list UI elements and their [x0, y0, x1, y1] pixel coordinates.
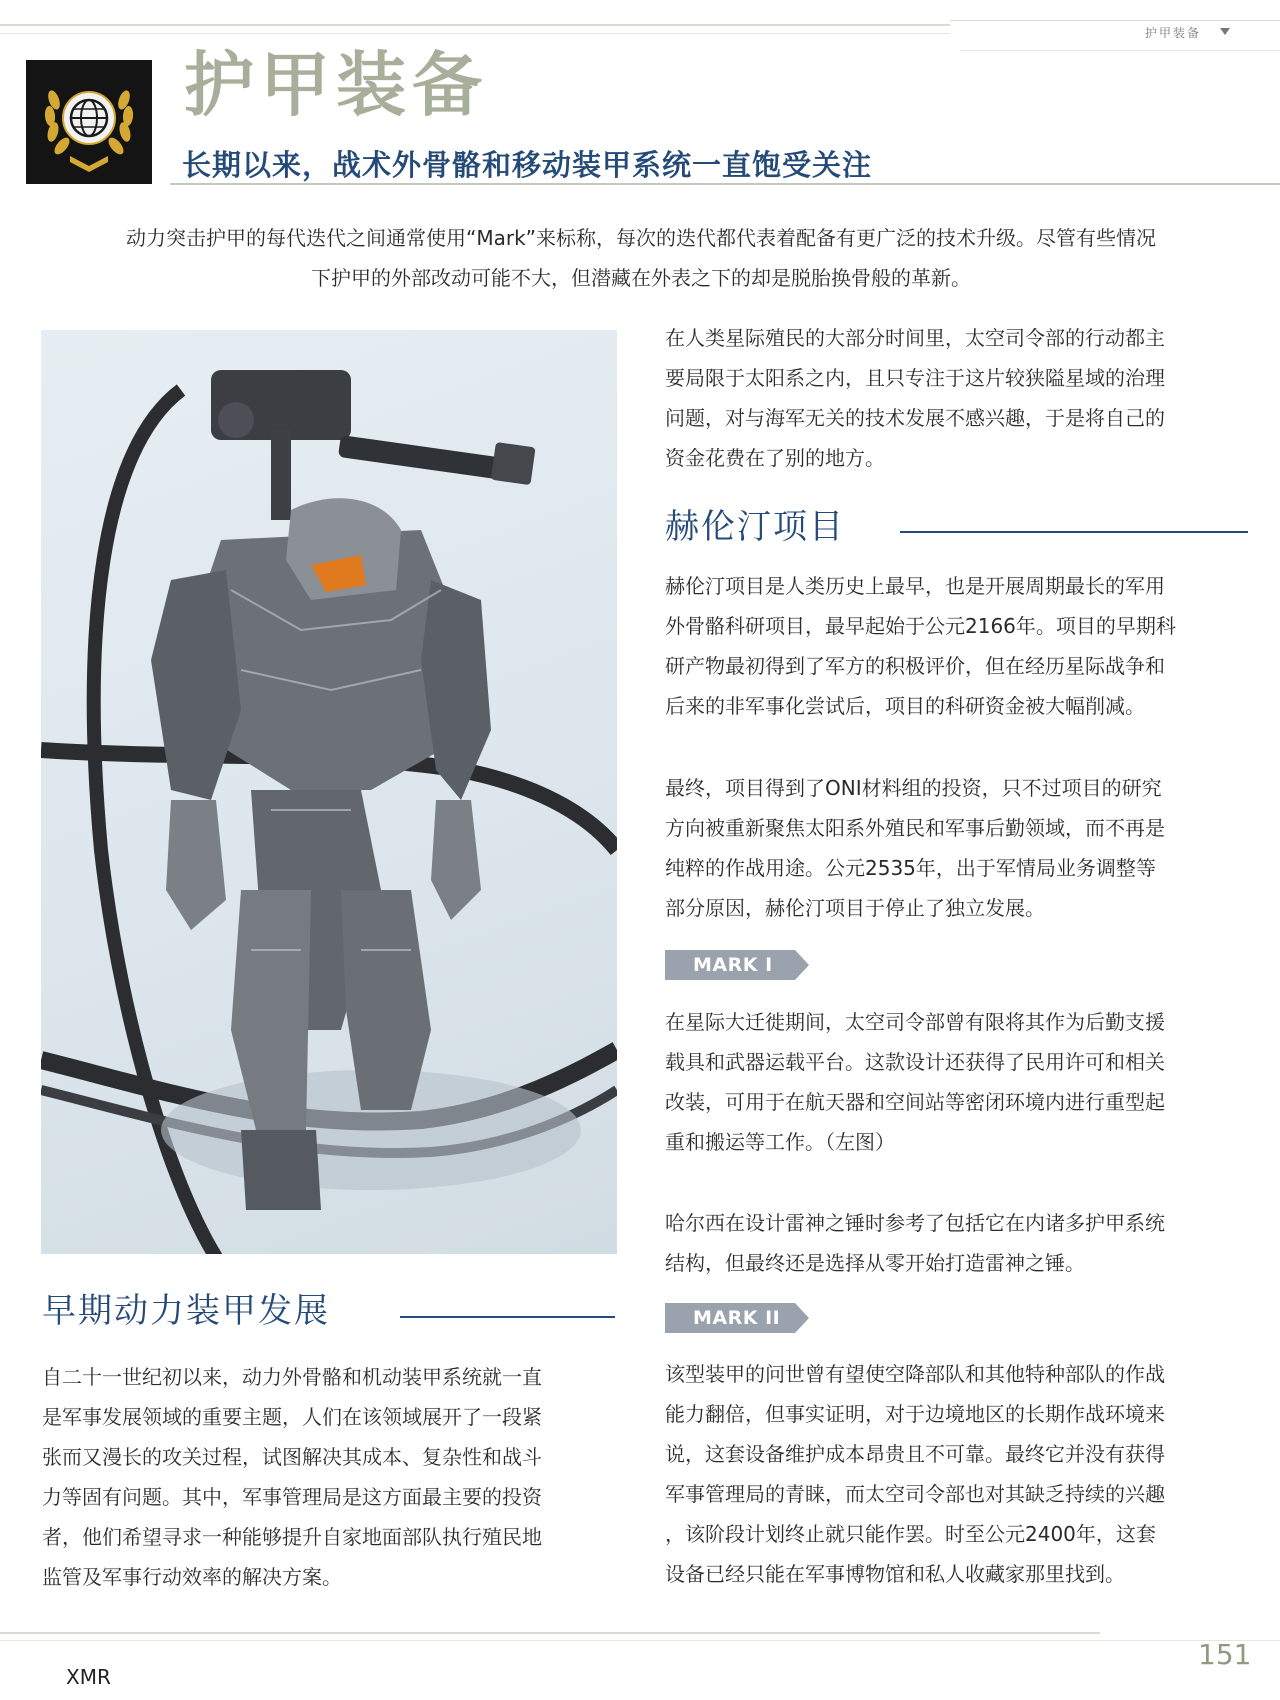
- page-number: 151: [1198, 1638, 1252, 1671]
- paragraph-line: 能力翻倍，但事实证明，对于边境地区的长期作战环境来: [665, 1402, 1165, 1426]
- herrenteen-paragraph-2: [665, 768, 1255, 928]
- paragraph-line: 外骨骼科研项目，最早起始于公元2166年。项目的早期科: [665, 614, 1176, 638]
- mark-1-paragraph-2: [665, 1203, 1255, 1283]
- paragraph-line: 要局限于太阳系之内，且只专注于这片较狭隘星域的治理: [665, 366, 1165, 390]
- mark-1-paragraph-1: [665, 1002, 1255, 1162]
- badge-arrow-tip: [795, 950, 809, 980]
- paragraph-line: 改装，可用于在航天器和空间站等密闭环境内进行重型起: [665, 1090, 1165, 1114]
- mark-2-paragraph: [665, 1354, 1255, 1594]
- paragraph-line: 说，这套设备维护成本昂贵且不可靠。最终它并没有获得: [665, 1442, 1165, 1466]
- paragraph-line: 在人类星际殖民的大部分时间里，太空司令部的行动都主: [665, 326, 1165, 350]
- paragraph-line: ，该阶段计划终止就只能作罢。时至公元2400年，这套: [665, 1522, 1156, 1546]
- paragraph-line: 载具和武器运载平台。这款设计还获得了民用许可和相关: [665, 1050, 1165, 1074]
- triangle-down-icon: [1220, 28, 1230, 35]
- paragraph-line: 监管及军事行动效率的解决方案。: [42, 1565, 342, 1589]
- intro-line: 动力突击护甲的每代迭代之间通常使用“Mark”来标称，每次的迭代都代表着配备有更广泛的技术升级。尽管有些情况: [125, 226, 1157, 250]
- section-heading-rule: [900, 531, 1248, 533]
- paragraph-line: 在星际大迁徙期间，太空司令部曾有限将其作为后勤支援: [665, 1010, 1165, 1034]
- paragraph-line: 资金花费在了别的地方。: [665, 446, 885, 470]
- header-tab-rule: [950, 20, 1280, 21]
- intro-line: 下护甲的外部改动可能不大，但潜藏在外表之下的却是脱胎换骨般的革新。: [311, 266, 971, 290]
- footer-rule-right: [1100, 1640, 1280, 1641]
- paragraph-line: 重和搬运等工作。（左图）: [665, 1130, 895, 1154]
- mark-2-label: MARK II: [665, 1303, 795, 1333]
- paragraph-line: 者，他们希望寻求一种能够提升自家地面部队执行殖民地: [42, 1525, 542, 1549]
- paragraph-line: 力等固有问题。其中，军事管理局是这方面最主要的投资: [42, 1485, 542, 1509]
- header-tab-rule-lower: [960, 50, 1280, 51]
- running-header: 护甲装备: [1145, 26, 1202, 40]
- mark-1-label: MARK I: [665, 950, 795, 980]
- early-armor-paragraph: [42, 1357, 622, 1597]
- paragraph-line: 纯粹的作战用途。公元2535年，出于军情局业务调整等: [665, 856, 1156, 880]
- paragraph-line: 设备已经只能在军事博物馆和私人收藏家那里找到。: [665, 1562, 1125, 1586]
- subtitle-rule: [170, 183, 1280, 185]
- mark-2-badge: [665, 1303, 809, 1333]
- section-heading-herrenteen: 赫伦汀项目: [665, 507, 845, 547]
- page-subtitle: 长期以来，战术外骨骼和移动装甲系统一直饱受关注: [182, 148, 873, 182]
- paragraph-line: 自二十一世纪初以来，动力外骨骼和机动装甲系统就一直: [42, 1365, 542, 1389]
- globe-laurel-emblem-icon: [26, 60, 152, 184]
- paragraph-line: 研产物最初得到了军方的积极评价，但在经历星际战争和: [665, 654, 1165, 678]
- paragraph-line: 哈尔西在设计雷神之锤时参考了包括它在内诸多护甲系统: [665, 1211, 1165, 1235]
- header-rule: [0, 24, 950, 26]
- intro-paragraph: [30, 218, 1252, 298]
- paragraph-line: 军事管理局的青睐，而太空司令部也对其缺乏持续的兴趣: [665, 1482, 1165, 1506]
- publisher-mark: XMR: [66, 1665, 111, 1689]
- paragraph-line: 是军事发展领域的重要主题，人们在该领域展开了一段紧: [42, 1405, 542, 1429]
- page-title: 护甲装备: [184, 43, 488, 126]
- herrenteen-paragraph-1: [665, 566, 1255, 726]
- paragraph-line: 部分原因，赫伦汀项目于停止了独立发展。: [665, 896, 1045, 920]
- armor-illustration: [41, 330, 617, 1254]
- paragraph-line: 赫伦汀项目是人类历史上最早，也是开展周期最长的军用: [665, 574, 1165, 598]
- section-heading-rule: [400, 1316, 615, 1318]
- paragraph-line: 问题，对与海军无关的技术发展不感兴趣，于是将自己的: [665, 406, 1165, 430]
- opening-paragraph: [665, 318, 1255, 478]
- paragraph-line: 方向被重新聚焦太阳系外殖民和军事后勤领域，而不再是: [665, 816, 1165, 840]
- paragraph-line: 该型装甲的问世曾有望使空降部队和其他特种部队的作战: [665, 1362, 1165, 1386]
- section-heading-early-armor: 早期动力装甲发展: [42, 1291, 330, 1331]
- header-rule-thin: [0, 33, 950, 34]
- badge-arrow-tip: [795, 1303, 809, 1333]
- paragraph-line: 后来的非军事化尝试后，项目的科研资金被大幅削减。: [665, 694, 1145, 718]
- mark-1-badge: [665, 950, 809, 980]
- paragraph-line: 结构，但最终还是选择从零开始打造雷神之锤。: [665, 1251, 1085, 1275]
- paragraph-line: 最终，项目得到了ONI材料组的投资，只不过项目的研究: [665, 776, 1162, 800]
- footer-rule-thin: [0, 1640, 1100, 1641]
- paragraph-line: 张而又漫长的攻关过程，试图解决其成本、复杂性和战斗: [42, 1445, 542, 1469]
- footer-rule: [0, 1632, 1100, 1634]
